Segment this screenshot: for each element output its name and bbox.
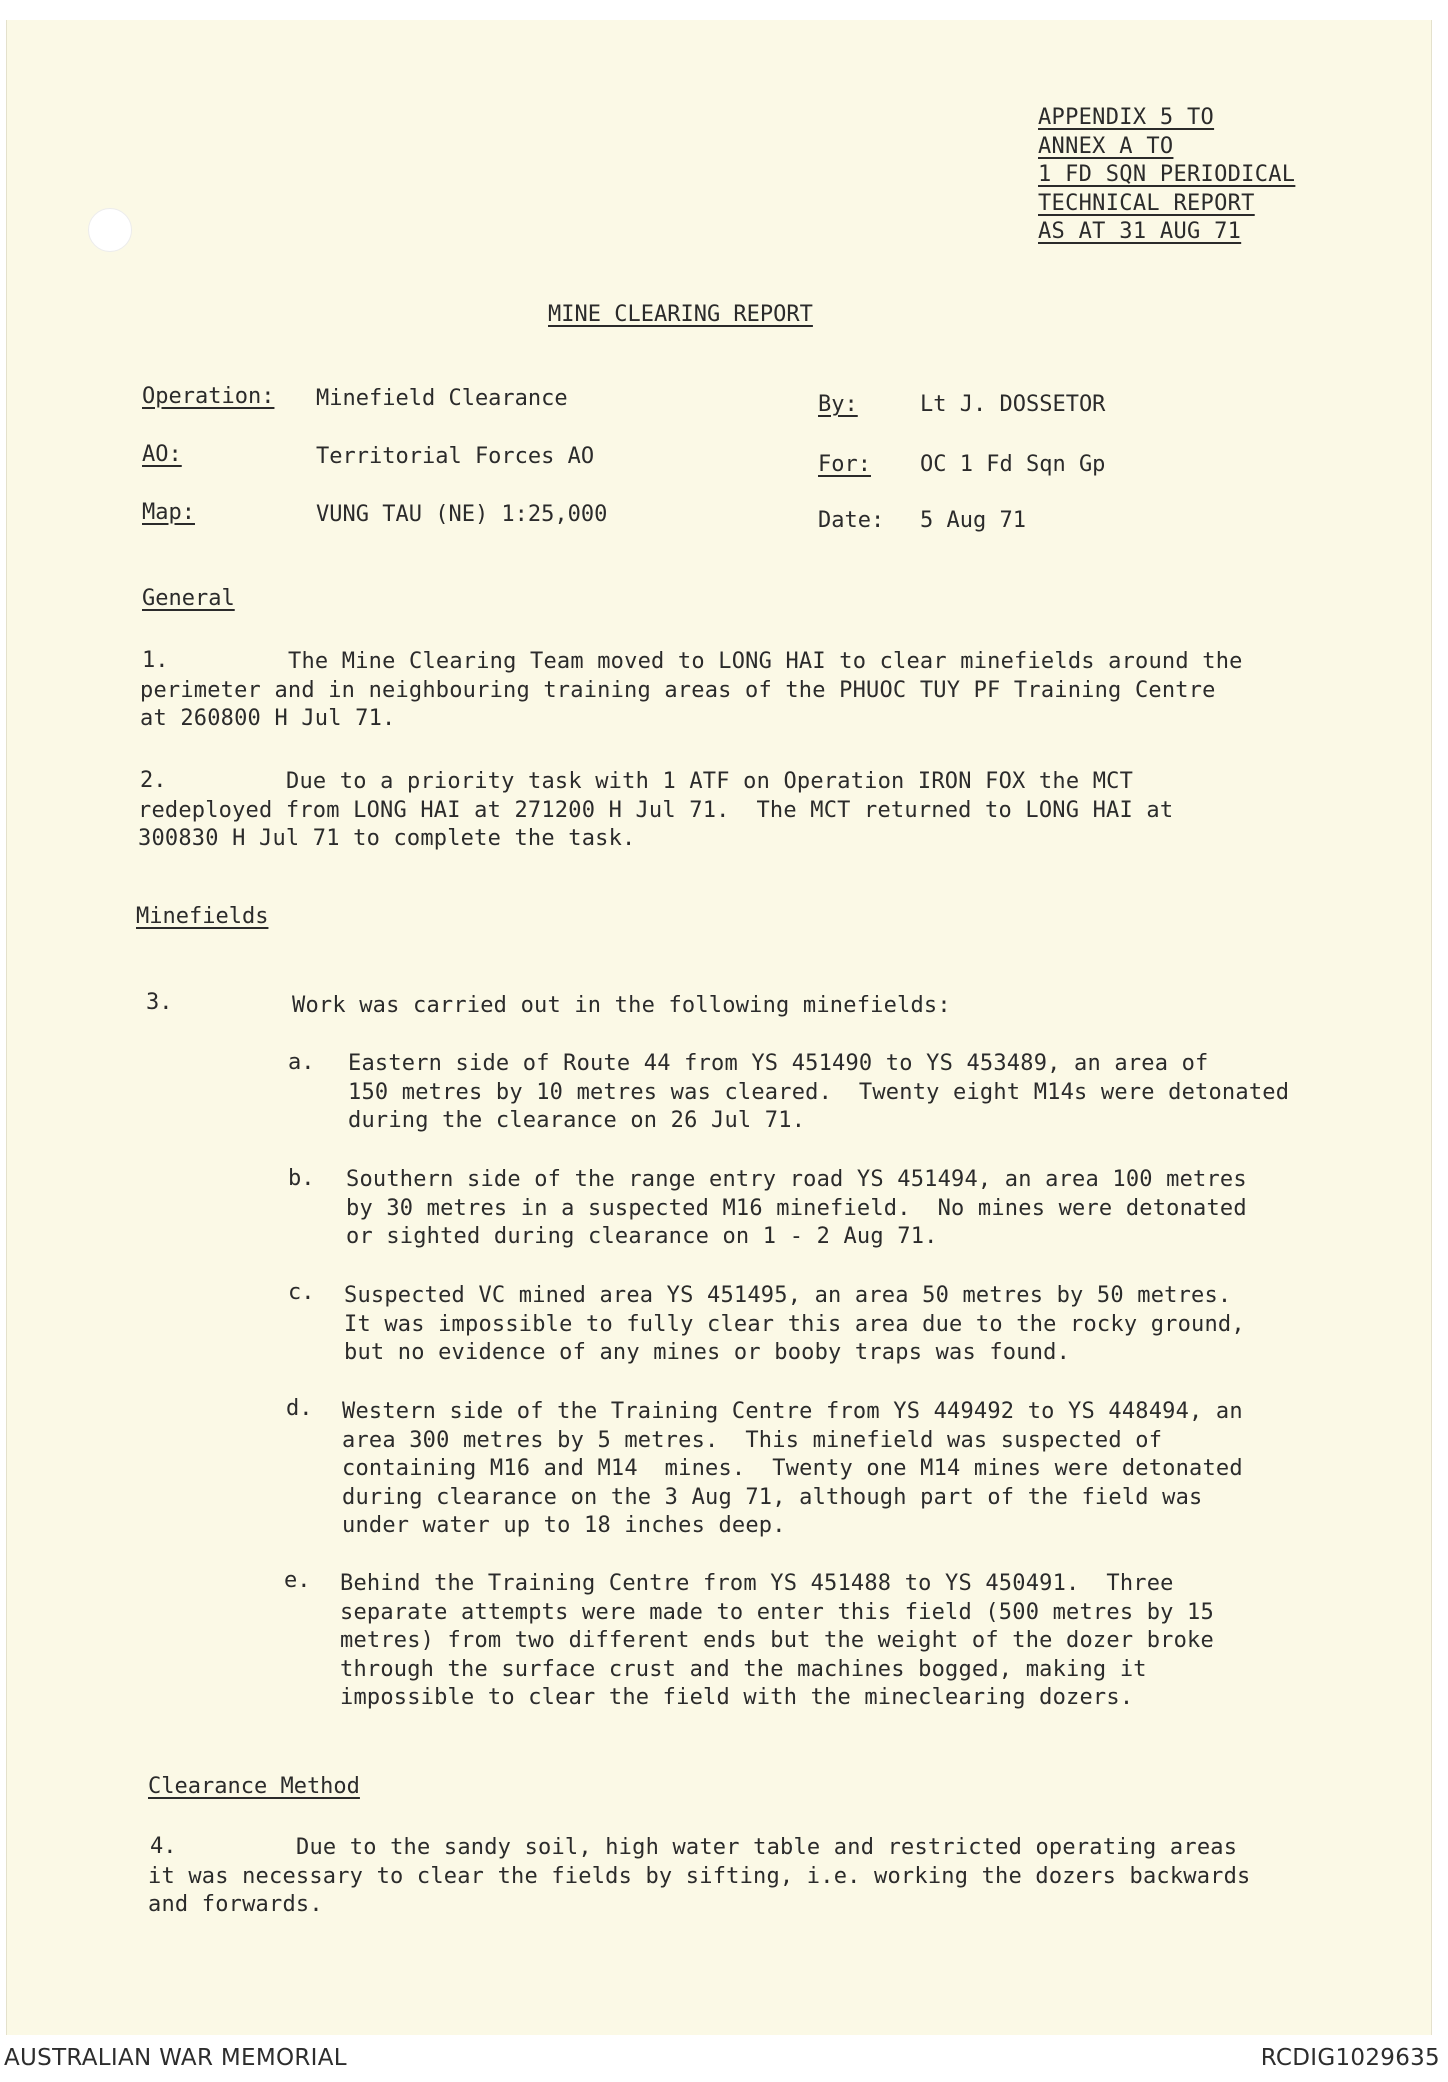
ao-label: AO: [142,442,182,467]
list-item-label: d. [286,1396,313,1421]
footer-id: RCDIG1029635 [1260,2045,1440,2071]
appendix-line: 1 FD SQN PERIODICAL [1038,162,1296,187]
paragraph-3: Work was carried out in the following minefields: [292,993,951,1018]
list-item-text: Eastern side of Route 44 from YS 451490 to YS 453489, an area of 150 metres by 10 metres was cleared. Twenty eight M14s were detonated during the clearance on 26 Jul 71. [348,1051,1290,1133]
paragraph-2: Due to a priority task with 1 ATF on Operation IRON FOX the MCT redeployed from LONG HAI at 271200 H Jul 71. The MCT returned to LONG HAI at 300830 H Jul 71 to complete the task. [138,769,1174,851]
appendix-line: APPENDIX 5 TO [1038,105,1215,130]
section-heading-minefields: Minefields [136,904,269,929]
appendix-line: AS AT 31 AUG 71 [1038,219,1242,244]
list-item-text: Behind the Training Centre from YS 451488 to YS 450491. Three separate attempts were made to enter this field (500 metres by 15 metres) from two different ends but the weight of the dozer broke through the surface crust and the machines bogged, making it impossible to clear the field with the mineclearing dozers. [340,1571,1214,1710]
paragraph-4: Due to the sandy soil, high water table and restricted operating areas it was necessary to clear the fields by sifting, i.e. working the dozers backwards and forwards. [148,1835,1251,1917]
paragraph-number: 1. [142,648,169,673]
list-item-text: Western side of the Training Centre from YS 449492 to YS 448494, an area 300 metres by 5 metres. This minefield was suspected of containing M16 and M14 mines. Twenty one M14 mines were detonated during clearance on the 3 Aug 71, although part of the field was under water up to 18 inches deep. [342,1399,1243,1538]
list-item-label: a. [288,1050,315,1075]
appendix-line: TECHNICAL REPORT [1038,190,1255,216]
operation-value: Minefield Clearance [316,386,568,411]
date-value: 5 Aug 71 [920,508,1026,533]
paragraph-number: 4. [150,1834,177,1859]
operation-label: Operation: [142,384,275,409]
list-item-text: Southern side of the range entry road YS 451494, an area 100 metres by 30 metres in a suspected M16 minefield. No mines were detonated or sighted during clearance on 1 - 2 Aug 71. [346,1167,1247,1249]
footer-credit: AUSTRALIAN WAR MEMORIAL [4,2045,347,2071]
appendix-reference [1038,104,1295,247]
paragraph-number: 2. [140,768,167,793]
for-value: OC 1 Fd Sqn Gp [920,452,1106,477]
punch-hole [88,208,132,252]
list-item-label: b. [288,1166,315,1191]
report-title: MINE CLEARING REPORT [548,302,813,327]
map-label: Map: [142,500,195,525]
list-item-label: e. [284,1568,311,1593]
for-label: For: [818,452,871,477]
paragraph-1: The Mine Clearing Team moved to LONG HAI to clear minefields around the perimeter and in neighbouring training areas of the PHUOC TUY PF Training Centre at 260800 H Jul 71. [140,649,1243,731]
appendix-line: ANNEX A TO [1038,133,1174,159]
list-item-text: Suspected VC mined area YS 451495, an area 50 metres by 50 metres. It was impossible to fully clear this area due to the rocky ground, but no evidence of any mines or booby traps was found. [344,1283,1245,1365]
section-heading-clearance: Clearance Method [148,1774,360,1799]
list-item-label: c. [288,1280,315,1305]
paragraph-number: 3. [146,990,173,1015]
by-label: By: [818,392,858,417]
section-heading-general: General [142,586,235,611]
ao-value: Territorial Forces AO [316,444,595,469]
date-label: Date: [818,508,885,533]
map-value: VUNG TAU (NE) 1:25,000 [316,502,608,527]
by-value: Lt J. DOSSETOR [920,392,1106,417]
